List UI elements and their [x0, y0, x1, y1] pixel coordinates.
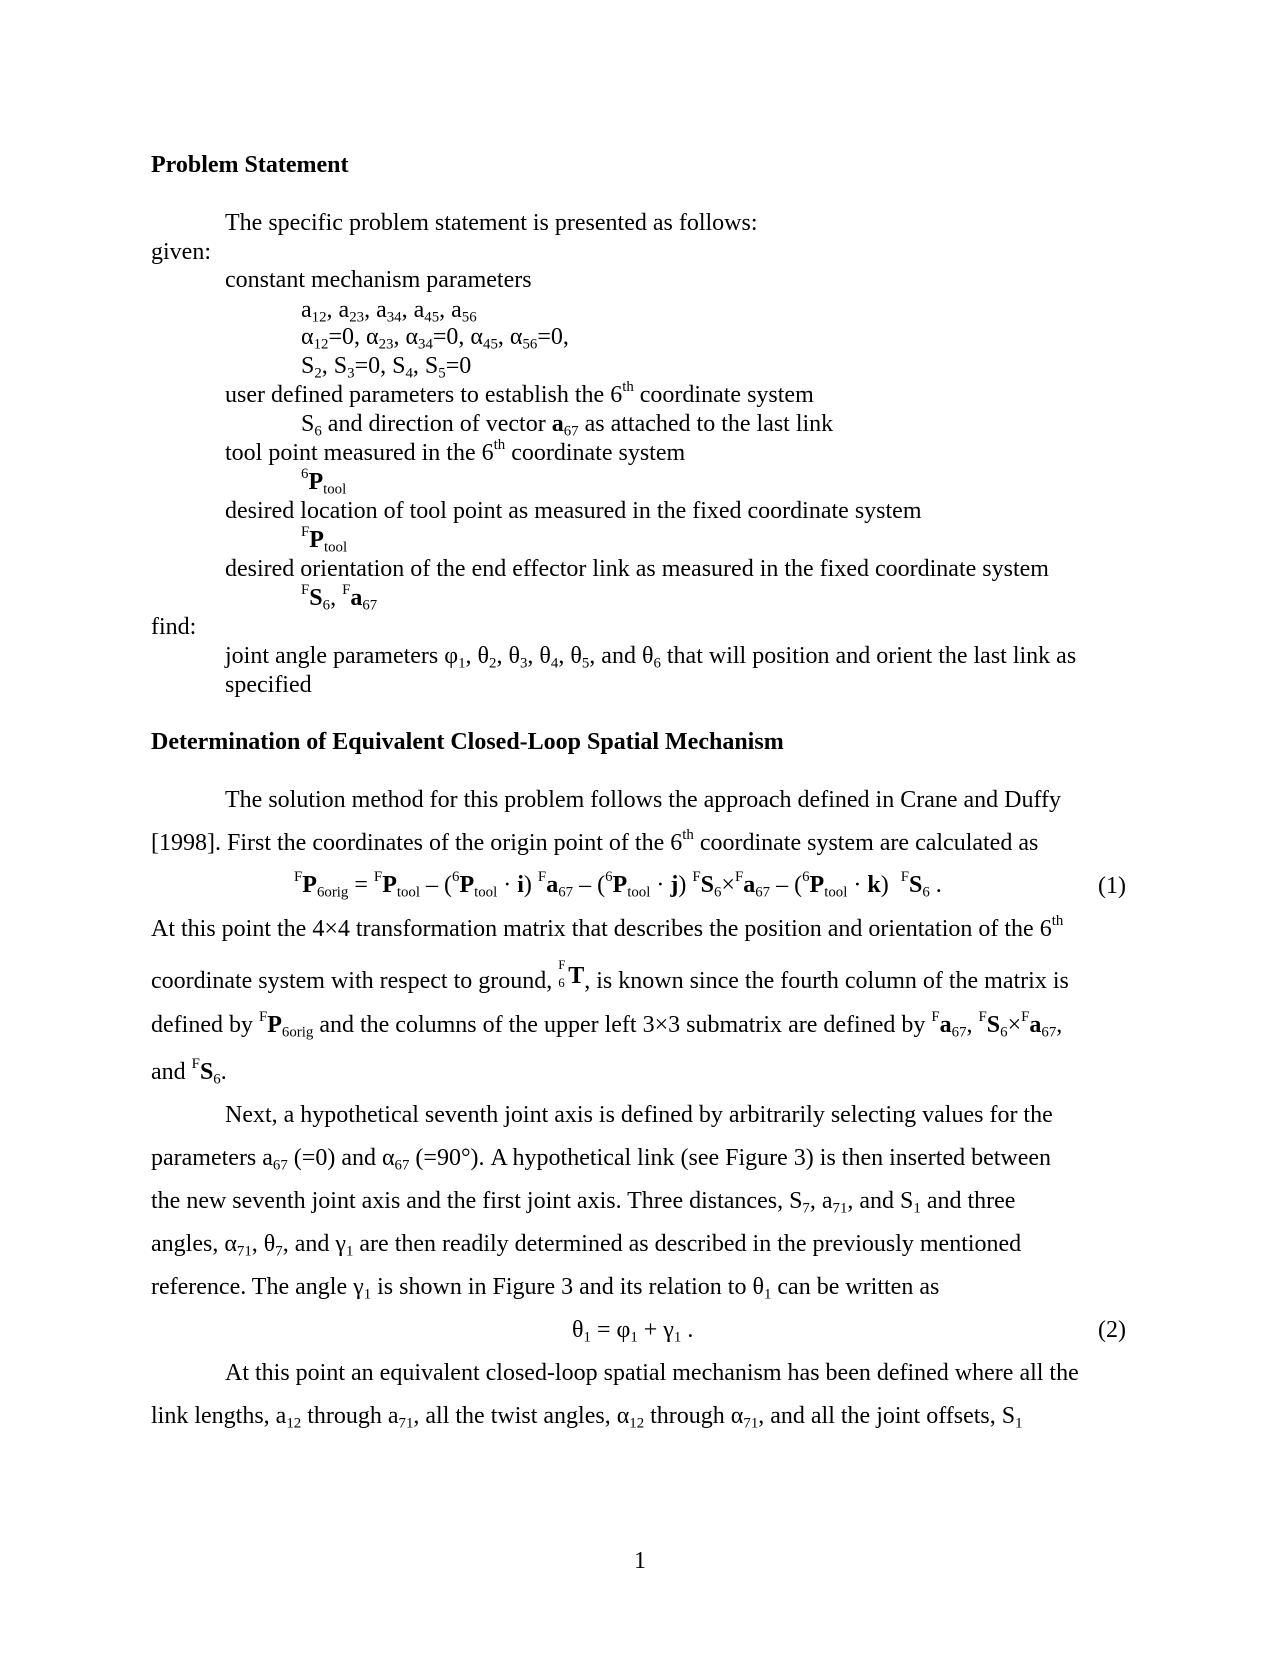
orientation-symbols: $^FS_6$, $^Fa_{67}$ — [301, 581, 378, 614]
para3-line4: angles, $\alpha_{71}$, $\theta_7$, and $\gamma_1$ are then readily determined as described in the previously mentioned — [151, 1231, 1022, 1260]
para2-line3: defined by $^FP_{6orig}$ and the columns of the upper left 3×3 submatrix are defined by $^Fa_{67}$, $^FS_6\times^Fa_{67}$, — [151, 1008, 1063, 1041]
section-heading-closed-loop: Determination of Equivalent Closed-Loop Spatial Mechanism — [151, 729, 784, 755]
para1-line1: The solution method for this problem follows the approach defined in Crane and Duffy — [225, 787, 1062, 813]
user-params-label: user defined parameters to establish the 6th coordinate system — [225, 378, 814, 408]
para2-line1: At this point the 4×4 transformation matrix that describes the position and orientation of the 6th — [151, 912, 1064, 942]
twist-angles-list: $\alpha_{12}=0$, $\alpha_{23}$, $\alpha_{34}=0$, $\alpha_{45}$, $\alpha_{56}=0$, — [301, 324, 569, 353]
page-number: 1 — [634, 1548, 646, 1574]
fixed-tool-point-symbol: $^FP_{tool}$ — [301, 523, 348, 556]
link-lengths-list: $a_{12}$, $a_{23}$, $a_{34}$, $a_{45}$, $a_{56}$ — [301, 297, 477, 326]
equation-2-number: (2) — [1098, 1317, 1126, 1343]
equation-1: $^FP_{6orig} = ^FP_{tool} - (^6P_{tool} \cdot i)$ $^Fa_{67} - (^6P_{tool} \cdot j)$ $^FS_6\times^Fa_{67} - (^6P_{tool} \cdot k)$ $^FS_6$ . — [294, 868, 942, 901]
find-text-continued: specified — [225, 672, 312, 698]
para4-line2: link lengths, $a_{12}$ through $a_{71}$, all the twist angles, $\alpha_{12}$ through $\alpha_{71}$, and all the joint offsets, $S_1$ — [151, 1403, 1023, 1432]
equation-2: $\theta_1 = \varphi_1 + \gamma_1$ . — [572, 1317, 694, 1346]
desired-location-label: desired location of tool point as measured in the fixed coordinate system — [225, 498, 922, 524]
para2-line2: coordinate system with respect to ground, F 6 T , is known since the fourth column of the matrix is — [151, 957, 1069, 994]
para4-line1: At this point an equivalent closed-loop spatial mechanism has been defined where all the — [225, 1360, 1079, 1386]
equation-1-number: (1) — [1098, 873, 1126, 899]
section-heading-problem-statement: Problem Statement — [151, 152, 349, 178]
desired-orientation-label: desired orientation of the end effector link as measured in the fixed coordinate system — [225, 556, 1049, 582]
para3-line2: parameters $a_{67}$ (=0) and $\alpha_{67}$ (=90°). A hypothetical link (see Figure 3) is then inserted between — [151, 1145, 1052, 1174]
intro-text: The specific problem statement is presented as follows: — [225, 210, 758, 236]
constant-params-label: constant mechanism parameters — [225, 267, 532, 293]
para3-line5: reference. The angle $\gamma_1$ is shown in Figure 3 and its relation to $\theta_1$ can be written as — [151, 1274, 940, 1303]
tool-point-label: tool point measured in the 6th coordinate system — [225, 436, 686, 466]
given-label: given: — [151, 239, 211, 265]
para3-line3: the new seventh joint axis and the first joint axis. Three distances, $S_7$, $a_{71}$, and $S_1$ and three — [151, 1188, 1016, 1217]
para2-line4: and $^FS_6$. — [151, 1055, 227, 1088]
s6-direction-text: $S_6$ and direction of vector $a_{67}$ as attached to the last link — [301, 411, 834, 440]
find-text: joint angle parameters $\varphi_1$, $\theta_2$, $\theta_3$, $\theta_4$, $\theta_5$, and $\theta_6$ that will position and orient the last link as — [225, 643, 1077, 672]
find-label: find: — [151, 614, 197, 640]
tool-point-symbol: $^6P_{tool}$ — [301, 465, 347, 498]
para1-line2: [1998]. First the coordinates of the origin point of the 6th coordinate system are calculated as — [151, 826, 1039, 856]
offsets-list: $S_2$, $S_3=0$, $S_4$, $S_5=0$ — [301, 353, 472, 382]
para3-line1: Next, a hypothetical seventh joint axis is defined by arbitrarily selecting values for the — [225, 1102, 1053, 1128]
